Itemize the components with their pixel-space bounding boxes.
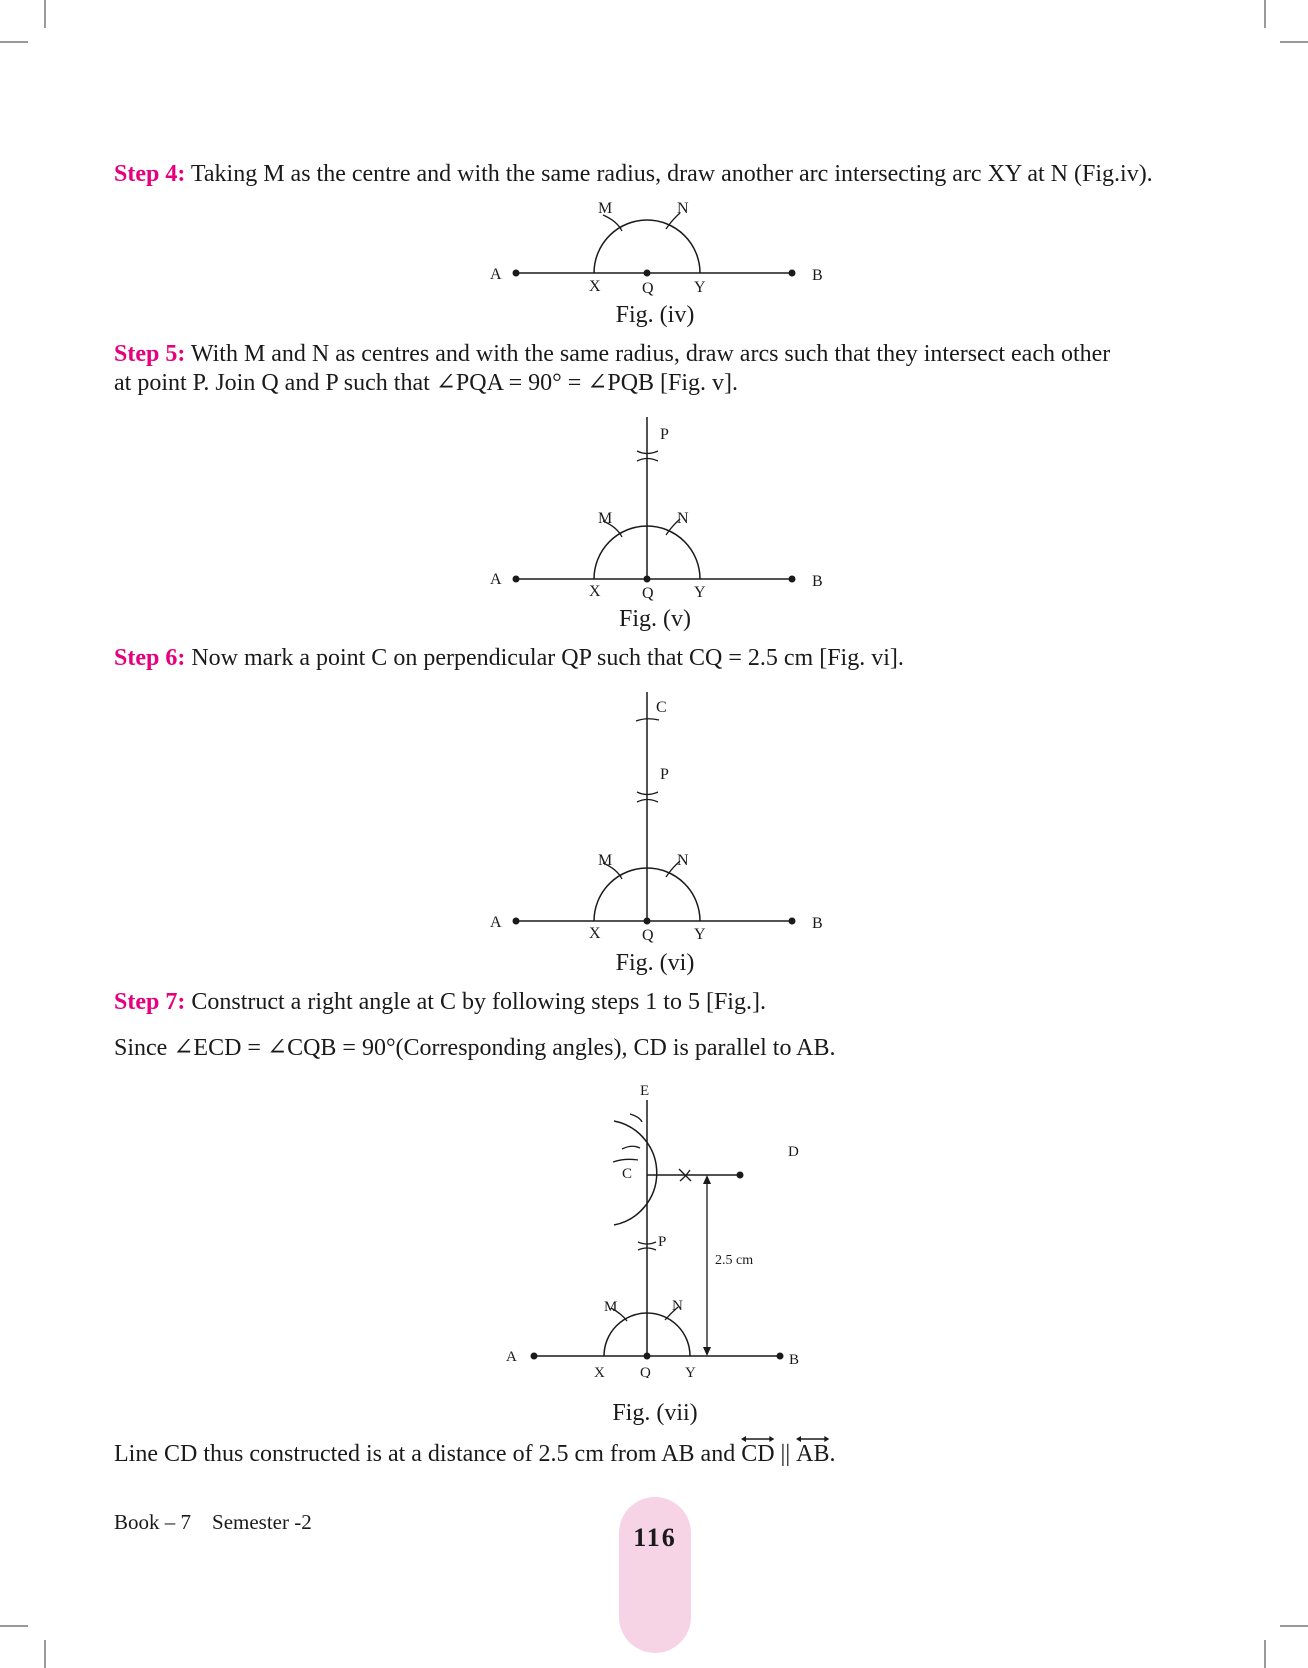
fig6-label-q: Q: [642, 927, 654, 944]
page-number: 116: [633, 1523, 677, 1552]
figure-v: [470, 415, 850, 615]
figure-v-diagram: [470, 415, 850, 610]
step-7-paragraph: [114, 988, 1204, 1017]
fig6-label-m: M: [598, 852, 613, 869]
figure-iv-caption: Fig. (iv): [615, 302, 695, 328]
fig7-label-m: M: [604, 1299, 618, 1315]
fig6-label-n: N: [677, 852, 689, 869]
figure-vi-caption: Fig. (vi): [615, 950, 695, 976]
conclusion-paragraph: [114, 1440, 1204, 1469]
fig7-distance-label: 2.5 cm: [715, 1253, 754, 1268]
page-number-tab: [619, 1497, 691, 1653]
conclusion-text: Line CD thus constructed is at a distance of 2.5 cm from AB and: [114, 1441, 742, 1467]
fig5-label-x: X: [589, 583, 601, 600]
step-5-text-line-1: With M and N as centres and with the same radius, draw arcs such that they intersect each other: [185, 341, 1111, 367]
fig4-label-n: N: [677, 200, 689, 217]
fig6-label-x: X: [589, 925, 601, 942]
step-4-label: Step 4:: [114, 161, 186, 187]
step-5-paragraph: [114, 340, 1204, 398]
fig4-label-y: Y: [694, 279, 706, 296]
fig6-label-y: Y: [694, 926, 706, 943]
footer-book-info: [114, 1510, 312, 1535]
fig5-label-n: N: [677, 510, 689, 527]
parallel-symbol: ||: [774, 1441, 797, 1467]
step-6-text: Now mark a point C on perpendicular QP such that CQ = 2.5 cm [Fig. vi].: [185, 645, 904, 671]
footer-semester: Semester -2: [212, 1510, 312, 1534]
fig6-label-b: B: [812, 915, 823, 932]
fig7-label-p: P: [658, 1234, 667, 1250]
fig5-label-a: A: [490, 571, 502, 588]
fig7-label-d: D: [788, 1144, 799, 1160]
figure-v-caption: Fig. (v): [619, 606, 691, 632]
vector-cd: [741, 1440, 774, 1469]
crop-mark-bottom-right-h: [1280, 1625, 1308, 1627]
fig7-label-y: Y: [685, 1365, 696, 1378]
fig5-label-b: B: [812, 573, 823, 590]
crop-mark-top-right-v: [1264, 0, 1266, 28]
since-paragraph: Since ∠ECD = ∠CQB = 90°(Corresponding angles), CD is parallel to AB.: [114, 1035, 836, 1061]
vector-ab: [796, 1440, 829, 1469]
fig7-label-c: C: [622, 1166, 633, 1182]
fig6-label-p: P: [660, 766, 669, 783]
fig7-label-e: E: [640, 1083, 650, 1099]
fig5-label-y: Y: [694, 584, 706, 601]
vector-cd-label: CD: [741, 1441, 775, 1467]
step-5-label: Step 5:: [114, 341, 186, 367]
step-6-paragraph: [114, 644, 1204, 673]
figure-vii: [490, 1078, 830, 1383]
crop-mark-top-right-h: [1280, 41, 1308, 43]
crop-mark-bottom-left-v: [44, 1640, 46, 1668]
figure-vii-caption: Fig. (vii): [612, 1400, 698, 1426]
vector-ab-label: AB: [796, 1441, 830, 1467]
crop-mark-bottom-left-h: [0, 1625, 28, 1627]
figure-vi-diagram: [470, 688, 850, 948]
fig7-label-x: X: [594, 1365, 605, 1378]
fig4-label-b: B: [812, 267, 823, 284]
fig4-label-q: Q: [642, 280, 654, 297]
fig7-label-n: N: [672, 1298, 683, 1314]
step-4-text: Taking M as the centre and with the same radius, draw another arc intersecting arc XY at N (Fig.iv).: [185, 161, 1153, 187]
fig4-label-a: A: [490, 266, 502, 283]
step-6-label: Step 6:: [114, 645, 186, 671]
footer-book: Book – 7: [114, 1510, 192, 1534]
fig7-label-b: B: [789, 1352, 800, 1368]
fig5-label-p: P: [660, 426, 669, 443]
figure-iv: [470, 195, 850, 310]
fig4-label-m: M: [598, 200, 613, 217]
fig5-label-q: Q: [642, 585, 654, 602]
fig6-label-c: C: [656, 699, 667, 716]
double-arrow-icon: [796, 1435, 829, 1443]
conclusion-end: .: [829, 1441, 836, 1467]
crop-mark-top-left-h: [0, 41, 28, 43]
step-7-label: Step 7:: [114, 989, 186, 1015]
step-4-paragraph: [114, 160, 1204, 189]
fig6-label-a: A: [490, 914, 502, 931]
crop-mark-top-left-v: [44, 0, 46, 28]
step-5-text-line-2: at point P. Join Q and P such that ∠PQA = 90° = ∠PQB [Fig. v].: [114, 370, 739, 396]
fig5-label-m: M: [598, 510, 613, 527]
fig7-label-q: Q: [640, 1365, 651, 1378]
double-arrow-icon: [741, 1435, 774, 1443]
figure-vii-diagram: [490, 1078, 830, 1378]
crop-mark-bottom-right-v: [1264, 1640, 1266, 1668]
figure-vi: [470, 688, 850, 953]
fig4-label-x: X: [589, 278, 601, 295]
step-7-text: Construct a right angle at C by following steps 1 to 5 [Fig.].: [185, 989, 766, 1015]
fig7-label-a: A: [506, 1349, 517, 1365]
figure-iv-diagram: [470, 195, 850, 305]
